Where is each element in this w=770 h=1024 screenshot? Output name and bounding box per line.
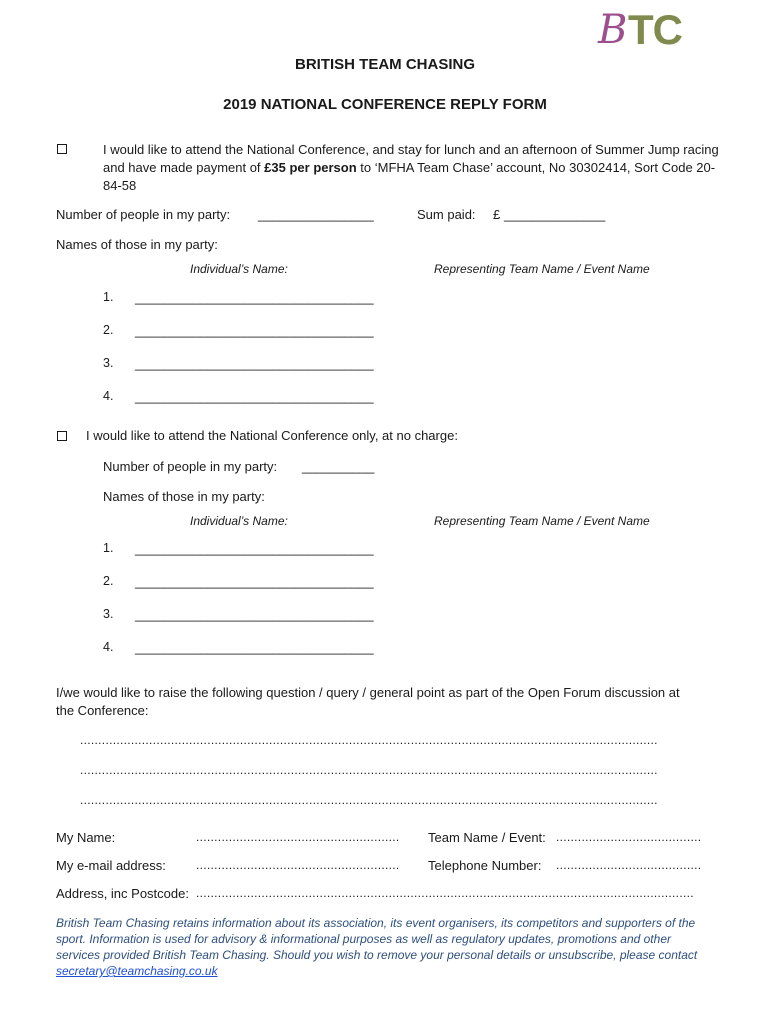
option1-checkbox[interactable] [57, 144, 67, 154]
secretary-email-link[interactable]: secretary@teamchasing.co.uk [56, 964, 218, 978]
option2-row-number: 2. [103, 574, 114, 588]
option1-price: £35 per person [264, 160, 357, 175]
option1-name-field[interactable]: _________________________________ [135, 323, 374, 338]
option2-row-number: 3. [103, 607, 114, 621]
option1-party-label: Number of people in my party: [56, 207, 231, 222]
my-name-field[interactable]: ........................................................ [196, 830, 400, 844]
sum-currency: £ [493, 207, 501, 222]
sum-paid-field[interactable]: ______________ [504, 207, 606, 222]
option2-name-field[interactable]: _________________________________ [135, 640, 374, 655]
option2-party-label: Number of people in my party: [103, 459, 278, 474]
address-field[interactable]: ......................................................................................................................................... [196, 886, 694, 900]
option2-checkbox[interactable] [57, 431, 67, 441]
team-name-field[interactable]: ........................................ [556, 830, 702, 844]
option1-col-team: Representing Team Name / Event Name [434, 262, 650, 276]
my-name-label: My Name: [56, 830, 116, 845]
option1-name-field[interactable]: _________________________________ [135, 356, 374, 371]
option2-name-field[interactable]: _________________________________ [135, 574, 374, 589]
logo-letter-b: B [598, 7, 626, 53]
option1-row-number: 1. [103, 290, 114, 304]
telephone-label: Telephone Number: [428, 858, 542, 873]
option1-text-post: to ‘MFHA Team Chase’ account, No 30302414, Sort Code 20-84-58 [103, 160, 716, 193]
option1-row-number: 2. [103, 323, 114, 337]
team-name-label: Team Name / Event: [428, 830, 546, 845]
option1-row-number: 3. [103, 356, 114, 370]
option2-name-field[interactable]: _________________________________ [135, 607, 374, 622]
email-field[interactable]: ........................................................ [196, 858, 400, 872]
option1-text [103, 141, 723, 195]
option2-row-number: 4. [103, 640, 114, 654]
option2-row-number: 1. [103, 541, 114, 555]
sum-paid-label: Sum paid: [417, 207, 476, 222]
forum-text: I/we would like to raise the following question / query / general point as part of the Open Forum discussion at the Conference: [56, 685, 680, 718]
option2-text: I would like to attend the National Conference only, at no charge: [86, 428, 458, 443]
option2-party-field[interactable]: __________ [302, 459, 375, 474]
option1-row-number: 4. [103, 389, 114, 403]
privacy-notice [56, 915, 716, 979]
option2-names-label: Names of those in my party: [103, 489, 265, 504]
privacy-notice-text: British Team Chasing retains information about its association, its event organisers, its competitors and supporters of the sport. Information is used for advisory & informational purposes as well as regulatory updates, promotions and other services provided British Team Chasing. Should you wish to remove your personal details or unsubscribe, please contact [56, 916, 698, 962]
option1-text-pre: I would like to attend the National Conference, and stay for lunch and an afternoon of Summer Jump racing and have made payment of [103, 142, 719, 175]
option2-col-team: Representing Team Name / Event Name [434, 514, 650, 528]
logo-letters-tc: TC [628, 6, 682, 53]
option1-name-field[interactable]: _________________________________ [135, 290, 374, 305]
page-title: BRITISH TEAM CHASING [295, 56, 475, 73]
option1-party-field[interactable]: ________________ [258, 207, 374, 222]
forum-answer-line[interactable]: ............................................................................................................................................................... [80, 793, 658, 807]
forum-answer-line[interactable]: ............................................................................................................................................................... [80, 733, 658, 747]
option2-name-field[interactable]: _________________________________ [135, 541, 374, 556]
telephone-field[interactable]: ........................................ [556, 858, 702, 872]
email-label: My e-mail address: [56, 858, 166, 873]
option1-col-name: Individual’s Name: [190, 262, 288, 276]
option1-name-field[interactable]: _________________________________ [135, 389, 374, 404]
address-label: Address, inc Postcode: [56, 886, 189, 901]
option2-col-name: Individual’s Name: [190, 514, 288, 528]
option1-names-label: Names of those in my party: [56, 237, 218, 252]
forum-answer-line[interactable]: ............................................................................................................................................................... [80, 763, 658, 777]
form-title: 2019 NATIONAL CONFERENCE REPLY FORM [223, 96, 547, 113]
